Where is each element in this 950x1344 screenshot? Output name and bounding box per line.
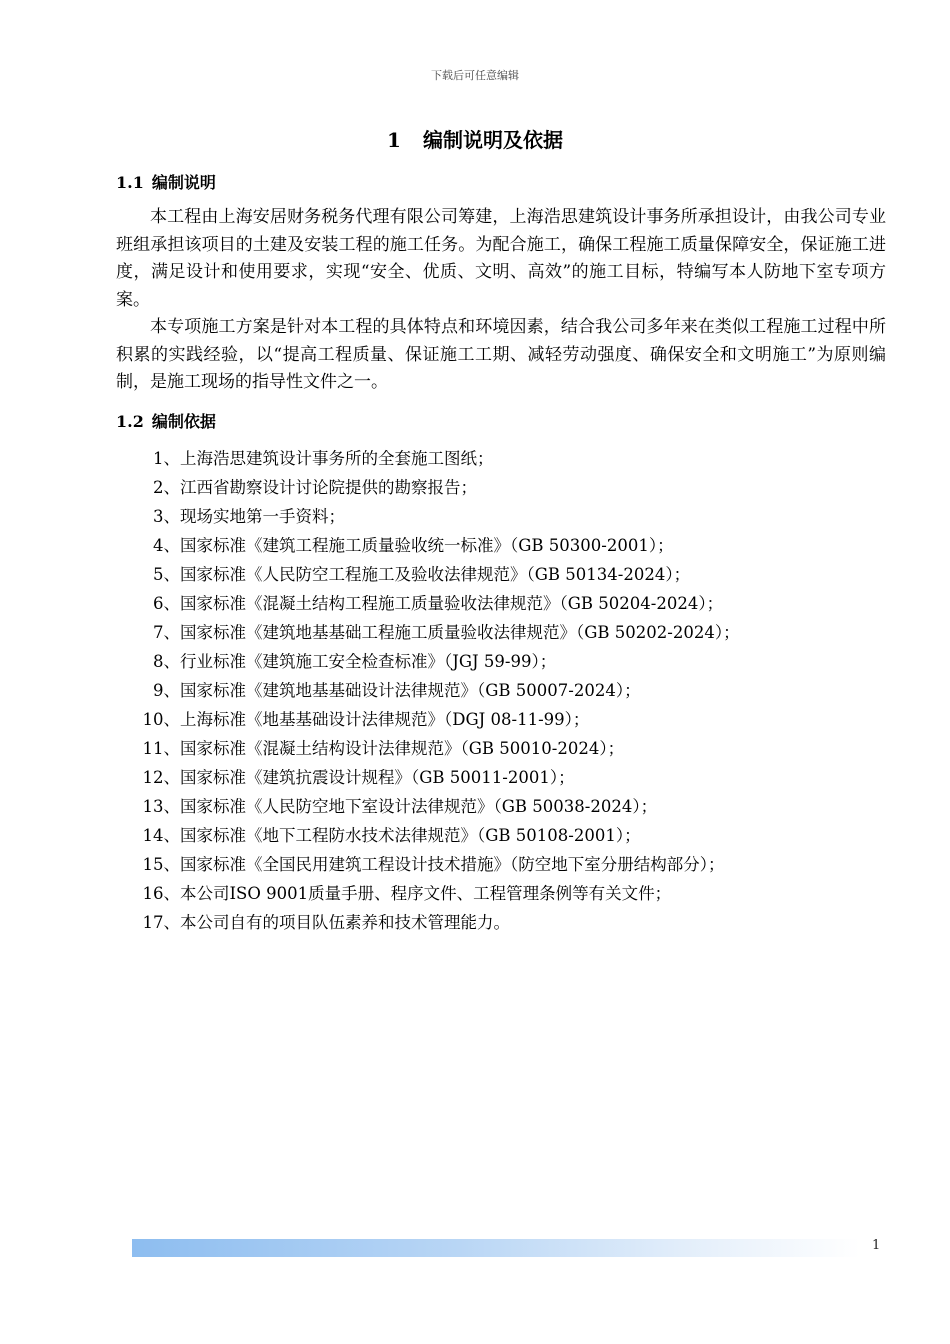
list-item-index: 4、	[153, 536, 180, 555]
list-item-index: 14、	[142, 826, 180, 845]
list-item-text: 上海标准《地基基础设计法律规范》（DGJ 08-11-99）；	[180, 710, 590, 729]
list-item	[116, 734, 876, 763]
list-item-index: 5、	[153, 565, 180, 584]
chapter-title-text: 编制说明及依据	[422, 128, 563, 152]
page-header-note: 下载后可任意编辑	[431, 69, 519, 82]
footer-decorative-bar	[132, 1239, 860, 1257]
section-title: 编制依据	[151, 412, 216, 431]
list-item	[116, 531, 876, 560]
section-heading-1-1	[116, 170, 216, 193]
list-item	[116, 705, 876, 734]
list-item-text: 本公司ISO 9001质量手册、程序文件、工程管理条例等有关文件；	[180, 884, 672, 903]
list-item	[116, 473, 876, 502]
list-item-text: 国家标准《人民防空工程施工及验收法律规范》（GB 50134-2024）；	[180, 565, 691, 584]
list-item-index: 1、	[153, 449, 180, 468]
list-item-text: 国家标准《人民防空地下室设计法律规范》（GB 50038-2024）；	[180, 797, 658, 816]
section-number: 1.1	[116, 173, 144, 192]
section-number: 1.2	[116, 412, 144, 431]
list-item-index: 3、	[153, 507, 180, 526]
chapter-title	[0, 124, 950, 153]
list-item-index: 7、	[153, 623, 180, 642]
list-item	[116, 647, 876, 676]
chapter-number: 1	[387, 128, 401, 152]
list-item-text: 国家标准《全国民用建筑工程设计技术措施》（防空地下室分册结构部分）；	[180, 855, 725, 874]
list-item	[116, 763, 876, 792]
list-item-index: 16、	[142, 884, 180, 903]
list-item	[116, 444, 876, 473]
list-item	[116, 821, 876, 850]
list-item-text: 国家标准《建筑抗震设计规程》（GB 50011-2001）；	[180, 768, 575, 787]
list-item-text: 行业标准《建筑施工安全检查标准》（JGJ 59-99）；	[180, 652, 557, 671]
section-heading-1-2	[116, 409, 216, 432]
list-item-index: 11、	[142, 739, 180, 758]
list-item-text: 本公司自有的项目队伍素养和技术管理能力。	[180, 913, 510, 932]
paragraph-intro: 本工程由上海安居财务税务代理有限公司筹建，上海浩思建筑设计事务所承担设计，由我公司专业班组承担该项目的土建及安装工程的施工任务。为配合施工，确保工程施工质量保障安全，保证施工进度，满足设计和使用要求，实现“安全、优质、文明、高效”的施工目标，特编写本人防地下室专项方案。	[116, 207, 886, 310]
basis-list	[116, 444, 876, 937]
list-item-text: 国家标准《建筑地基基础工程施工质量验收法律规范》（GB 50202-2024）；	[180, 623, 740, 642]
list-item-text: 国家标准《混凝土结构工程施工质量验收法律规范》（GB 50204-2024）；	[180, 594, 724, 613]
list-item-index: 13、	[142, 797, 180, 816]
list-item	[116, 618, 876, 647]
list-item-index: 12、	[142, 768, 180, 787]
list-item	[116, 879, 876, 908]
page-number: 1	[872, 1238, 881, 1253]
list-item-text: 上海浩思建筑设计事务所的全套施工图纸；	[180, 449, 494, 468]
list-item-index: 15、	[142, 855, 180, 874]
list-item	[116, 908, 876, 937]
list-item-text: 江西省勘察设计讨论院提供的勘察报告；	[180, 478, 477, 497]
list-item-text: 现场实地第一手资料；	[180, 507, 345, 526]
list-item	[116, 560, 876, 589]
list-item-index: 8、	[153, 652, 180, 671]
list-item-index: 6、	[153, 594, 180, 613]
list-item-index: 17、	[142, 913, 180, 932]
list-item-text: 国家标准《混凝土结构设计法律规范》（GB 50010-2024）；	[180, 739, 625, 758]
list-item	[116, 502, 876, 531]
list-item-index: 10、	[142, 710, 180, 729]
list-item	[116, 589, 876, 618]
list-item-text: 国家标准《建筑工程施工质量验收统一标准》（GB 50300-2001）；	[180, 536, 674, 555]
list-item-index: 9、	[153, 681, 180, 700]
list-item-text: 国家标准《建筑地基基础设计法律规范》（GB 50007-2024）；	[180, 681, 641, 700]
list-item	[116, 792, 876, 821]
list-item	[116, 850, 876, 879]
list-item-index: 2、	[153, 478, 180, 497]
list-item-text: 国家标准《地下工程防水技术法律规范》（GB 50108-2001）；	[180, 826, 641, 845]
section-title: 编制说明	[151, 173, 216, 192]
list-item	[116, 676, 876, 705]
paragraph-principle: 本专项施工方案是针对本工程的具体特点和环境因素，结合我公司多年来在类似工程施工过程中所积累的实践经验，以“提高工程质量、保证施工工期、减轻劳动强度、确保安全和文明施工”为原则编制，是施工现场的指导性文件之一。	[116, 317, 886, 392]
